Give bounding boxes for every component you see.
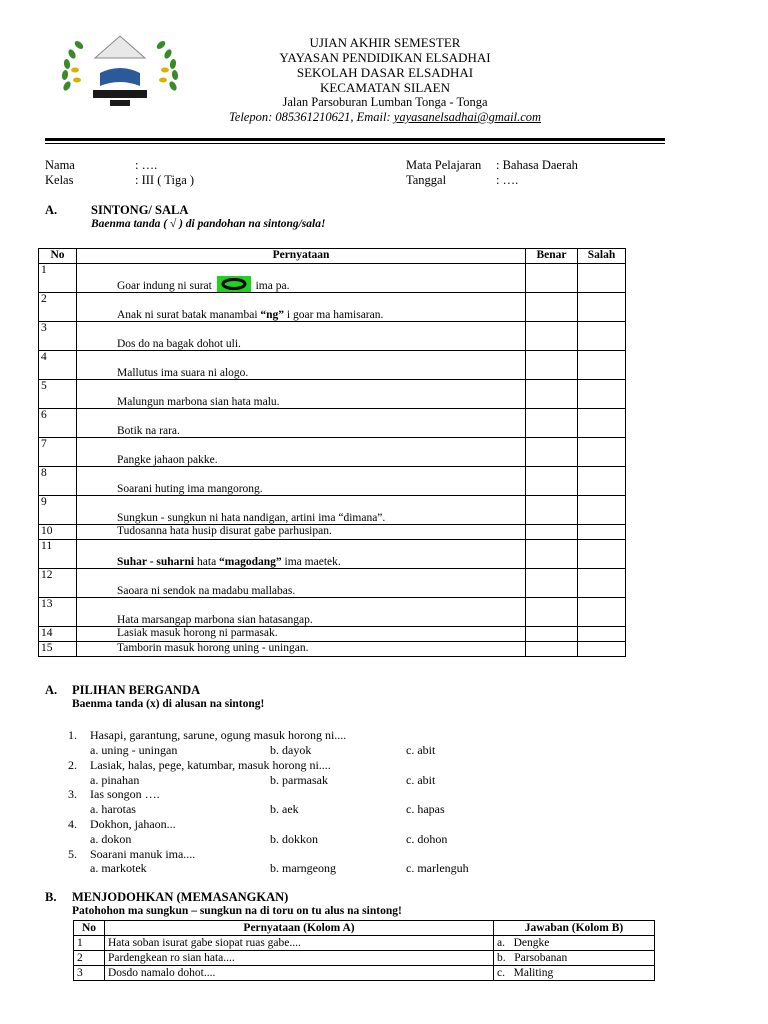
salah-cell[interactable] — [578, 569, 626, 598]
surat-batak-glyph-icon — [217, 276, 251, 292]
row-statement: Pardengkean ro sian hata.... — [105, 951, 494, 966]
option-c[interactable]: c. abit — [406, 743, 436, 757]
section-c-letter: B. — [45, 890, 57, 904]
row-no: 4 — [39, 351, 77, 380]
table-row — [39, 467, 626, 496]
section-b-letter: A. — [45, 683, 58, 697]
row-statement: Tamborin masuk horong uning - uningan. — [77, 642, 526, 657]
table-row — [74, 951, 655, 966]
table-row — [39, 351, 626, 380]
option-c[interactable]: c. abit — [406, 773, 436, 787]
option-c[interactable]: c. hapas — [406, 802, 445, 816]
benar-cell[interactable] — [526, 467, 578, 496]
row-statement: Dosdo namalo dohot.... — [105, 966, 494, 981]
salah-cell[interactable] — [578, 540, 626, 569]
table-row — [74, 936, 655, 951]
row-no: 3 — [74, 966, 105, 981]
salah-cell[interactable] — [578, 598, 626, 627]
benar-cell[interactable] — [526, 351, 578, 380]
header-contact — [190, 110, 580, 125]
row-no: 13 — [39, 598, 77, 627]
nama-label: Nama — [45, 158, 75, 172]
header-line-2: YAYASAN PENDIDIKAN ELSADHAI — [279, 50, 491, 65]
row-no: 7 — [39, 438, 77, 467]
section-b-title: PILIHAN BERGANDA — [72, 683, 201, 697]
salah-cell[interactable] — [578, 293, 626, 322]
table-row — [39, 380, 626, 409]
row-no: 12 — [39, 569, 77, 598]
section-b-instruction: Baenma tanda (x) di alusan na sintong! — [72, 698, 265, 710]
row-statement: Sungkun - sungkun ni hata nandigan, artini ima “dimana”. — [77, 496, 526, 525]
row-statement: Suhar - suharni hata “magodang” ima maetek. — [77, 540, 526, 569]
benar-cell[interactable] — [526, 627, 578, 642]
row-statement: Pangke jahaon pakke. — [77, 438, 526, 467]
benar-cell[interactable] — [526, 569, 578, 598]
salah-cell[interactable] — [578, 380, 626, 409]
question-text: Hasapi, garantung, sarune, ogung masuk horong ni.... — [90, 728, 347, 742]
row-no: 8 — [39, 467, 77, 496]
row-statement: Botik na rara. — [77, 409, 526, 438]
benar-cell[interactable] — [526, 322, 578, 351]
header-rule-thick — [45, 138, 665, 141]
row-statement: Tudosanna hata husip disurat gabe parhusipan. — [77, 525, 526, 540]
section-a-instruction: Baenma tanda ( √ ) di pandohan na sintong/sala! — [91, 218, 326, 230]
option-c[interactable]: c. dohon — [406, 832, 448, 846]
nama-value: : …. — [135, 158, 158, 172]
row-statement: Soarani huting ima mangorong. — [77, 467, 526, 496]
benar-cell[interactable] — [526, 409, 578, 438]
row-no: 1 — [74, 936, 105, 951]
tanggal-value: : …. — [496, 173, 519, 187]
salah-cell[interactable] — [578, 438, 626, 467]
row-statement: Goar indung ni surat ima pa. — [77, 264, 526, 293]
salah-cell[interactable] — [578, 525, 626, 540]
row-statement: Dos do na bagak dohot uli. — [77, 322, 526, 351]
header-address: Jalan Parsoburan Lumban Tonga - Tonga — [282, 95, 488, 109]
kelas-label: Kelas — [45, 173, 74, 187]
col-kolom-b: Jawaban (Kolom B) — [494, 921, 655, 936]
table-row — [39, 409, 626, 438]
header-line-1: UJIAN AKHIR SEMESTER — [309, 35, 461, 50]
header-tel: Telepon: 085361210621, Email: — [228, 110, 394, 124]
table-header-row — [39, 249, 626, 264]
benar-cell[interactable] — [526, 540, 578, 569]
salah-cell[interactable] — [578, 496, 626, 525]
salah-cell[interactable] — [578, 627, 626, 642]
question-text: Dokhon, jahaon... — [90, 817, 176, 831]
option-a[interactable]: a. dokon — [90, 832, 132, 846]
row-no: 10 — [39, 525, 77, 540]
table-row — [39, 322, 626, 351]
question-text: Soarani manuk ima.... — [90, 847, 196, 861]
benar-cell[interactable] — [526, 525, 578, 540]
header-email[interactable]: yayasanelsadhai@gmail.com — [393, 110, 542, 124]
benar-cell[interactable] — [526, 598, 578, 627]
table-row — [39, 438, 626, 467]
mapel-value: : Bahasa Daerah — [496, 158, 578, 172]
letterhead — [190, 35, 580, 125]
option-a[interactable]: a. markotek — [90, 861, 147, 875]
salah-cell[interactable] — [578, 467, 626, 496]
col-salah: Salah — [578, 249, 626, 264]
question-number: 3. — [68, 787, 77, 801]
table-row — [39, 496, 626, 525]
row-no: 11 — [39, 540, 77, 569]
benar-cell[interactable] — [526, 380, 578, 409]
table-row — [39, 569, 626, 598]
table-row — [39, 540, 626, 569]
row-no: 14 — [39, 627, 77, 642]
col-pernyataan: Pernyataan — [77, 249, 526, 264]
option-b[interactable]: b. aek — [270, 802, 299, 816]
salah-cell[interactable] — [578, 642, 626, 657]
question-text: Ias songon …. — [90, 787, 160, 801]
salah-cell[interactable] — [578, 409, 626, 438]
row-no: 2 — [39, 293, 77, 322]
row-no: 5 — [39, 380, 77, 409]
option-b[interactable]: b. parmasak — [270, 773, 328, 787]
table-row — [39, 264, 626, 293]
school-logo — [55, 28, 185, 110]
row-no: 3 — [39, 322, 77, 351]
option-b[interactable]: b. dayok — [270, 743, 312, 757]
header-rule-thin — [45, 143, 665, 144]
tanggal-label: Tanggal — [406, 173, 447, 187]
salah-cell[interactable] — [578, 322, 626, 351]
row-statement: Malungun marbona sian hata malu. — [77, 380, 526, 409]
header-line-3: SEKOLAH DASAR ELSADHAI — [296, 65, 474, 80]
option-a[interactable]: a. pinahan — [90, 773, 140, 787]
question-number: 2. — [68, 758, 77, 772]
row-statement: Anak ni surat batak manambai “ng” i goar ma hamisaran. — [77, 293, 526, 322]
row-no: 6 — [39, 409, 77, 438]
row-no: 1 — [39, 264, 77, 293]
section-c-instruction: Patohohon ma sungkun – sungkun na di toru on tu alus na sintong! — [72, 905, 402, 917]
table-row — [39, 525, 626, 540]
question-number: 4. — [68, 817, 77, 831]
row-statement: Mallutus ima suara ni alogo. — [77, 351, 526, 380]
section-a-title: SINTONG/ SALA — [91, 203, 189, 217]
question-text: Lasiak, halas, pege, katumbar, masuk horong ni.... — [90, 758, 331, 772]
row-no: 15 — [39, 642, 77, 657]
table-row — [74, 966, 655, 981]
matching-table — [73, 920, 655, 981]
table-header-row — [74, 921, 655, 936]
row-statement: Saoara ni sendok na madabu mallabas. — [77, 569, 526, 598]
option-b[interactable]: b. dokkon — [270, 832, 318, 846]
table-row — [39, 642, 626, 657]
row-statement: Hata marsangap marbona sian hatasangap. — [77, 598, 526, 627]
section-a-letter: A. — [45, 203, 58, 217]
row-answer: b. Parsobanan — [494, 951, 655, 966]
benar-cell[interactable] — [526, 293, 578, 322]
salah-cell[interactable] — [578, 264, 626, 293]
benar-cell[interactable] — [526, 496, 578, 525]
col-no: No — [74, 921, 105, 936]
salah-cell[interactable] — [578, 351, 626, 380]
row-statement: Lasiak masuk horong ni parmasak. — [77, 627, 526, 642]
col-kolom-a: Pernyataan (Kolom A) — [105, 921, 494, 936]
col-no: No — [39, 249, 77, 264]
row-answer: a. Dengke — [494, 936, 655, 951]
table-row — [39, 293, 626, 322]
benar-cell[interactable] — [526, 642, 578, 657]
table-row — [39, 598, 626, 627]
mapel-label: Mata Pelajaran — [406, 158, 482, 172]
table-row — [39, 627, 626, 642]
benar-cell[interactable] — [526, 264, 578, 293]
option-a[interactable]: a. uning - uningan — [90, 743, 178, 757]
row-answer: c. Maliting — [494, 966, 655, 981]
option-a[interactable]: a. harotas — [90, 802, 136, 816]
header-line-4: KECAMATAN SILAEN — [319, 80, 451, 95]
option-c[interactable]: c. marlenguh — [406, 861, 469, 875]
question-number: 5. — [68, 847, 77, 861]
true-false-table — [38, 248, 626, 657]
question-number: 1. — [68, 728, 77, 742]
col-benar: Benar — [526, 249, 578, 264]
row-no: 2 — [74, 951, 105, 966]
row-statement: Hata soban isurat gabe siopat ruas gabe.... — [105, 936, 494, 951]
kelas-value: : III ( Tiga ) — [135, 173, 195, 187]
section-c-title: MENJODOHKAN (MEMASANGKAN) — [72, 890, 289, 904]
benar-cell[interactable] — [526, 438, 578, 467]
row-no: 9 — [39, 496, 77, 525]
option-b[interactable]: b. marngeong — [270, 861, 336, 875]
